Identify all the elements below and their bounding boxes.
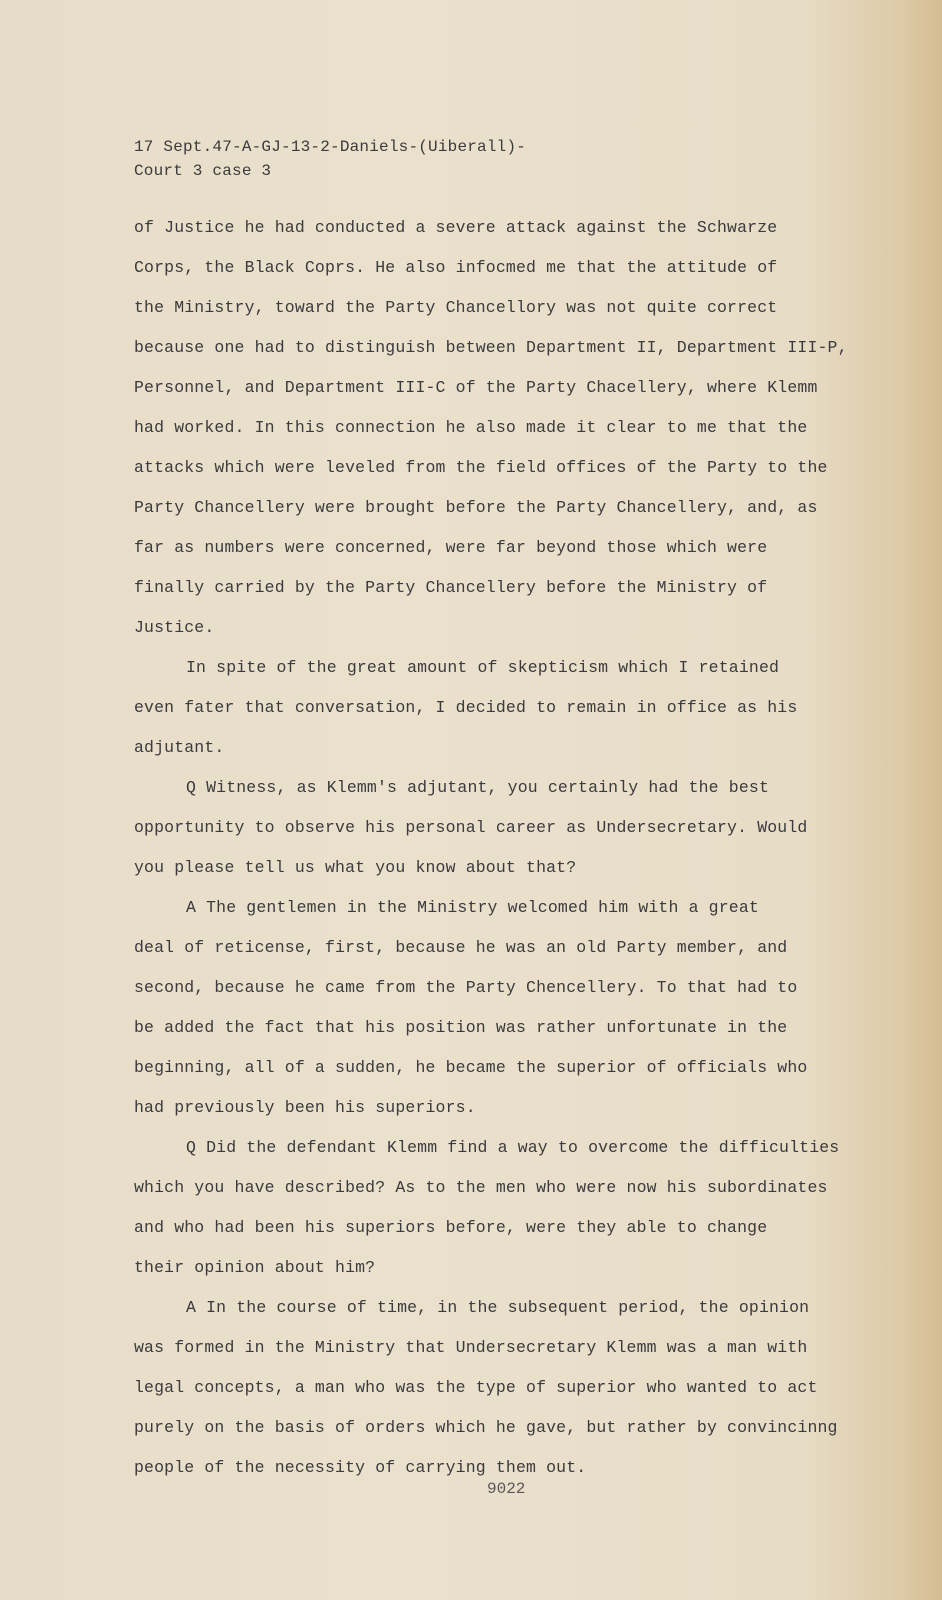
text-line: you please tell us what you know about that?: [134, 858, 577, 877]
text-line: legal concepts, a man who was the type of superior who wanted to act: [134, 1378, 818, 1397]
text-line: Justice.: [134, 618, 215, 637]
text-line: Q Witness, as Klemm's adjutant, you certainly had the best: [186, 778, 769, 797]
text-line: purely on the basis of orders which he gave, but rather by convincinng: [134, 1418, 838, 1437]
text-line: Party Chancellery were brought before the Party Chancellery, and, as: [134, 498, 818, 517]
text-line: deal of reticense, first, because he was an old Party member, and: [134, 938, 788, 957]
text-line: their opinion about him?: [134, 1258, 376, 1277]
text-line: opportunity to observe his personal career as Undersecretary. Would: [134, 818, 808, 837]
text-line: adjutant.: [134, 738, 225, 757]
text-line: attacks which were leveled from the field offices of the Party to the: [134, 458, 828, 477]
text-line: Personnel, and Department III-C of the Party Chacellery, where Klemm: [134, 378, 818, 397]
header-line-1: 17 Sept.47-A-GJ-13-2-Daniels-(Uiberall)-: [134, 138, 527, 156]
text-line: and who had been his superiors before, were they able to change: [134, 1218, 768, 1237]
text-line: the Ministry, toward the Party Chancellory was not quite correct: [134, 298, 778, 317]
text-line: even fater that conversation, I decided to remain in office as his: [134, 698, 798, 717]
text-line: Q Did the defendant Klemm find a way to overcome the difficulties: [186, 1138, 840, 1157]
text-line: A The gentlemen in the Ministry welcomed him with a great: [186, 898, 759, 917]
text-line: people of the necessity of carrying them out.: [134, 1458, 587, 1477]
text-line: had previously been his superiors.: [134, 1098, 476, 1117]
text-line: far as numbers were concerned, were far beyond those which were: [134, 538, 768, 557]
text-line: In spite of the great amount of skepticism which I retained: [186, 658, 780, 677]
page-number: 9022: [487, 1480, 526, 1498]
text-line: Corps, the Black Coprs. He also infocmed me that the attitude of: [134, 258, 778, 277]
text-line: which you have described? As to the men who were now his subordinates: [134, 1178, 828, 1197]
text-line: A In the course of time, in the subsequent period, the opinion: [186, 1298, 810, 1317]
text-line: of Justice he had conducted a severe attack against the Schwarze: [134, 218, 778, 237]
text-line: finally carried by the Party Chancellery before the Ministry of: [134, 578, 768, 597]
text-line: beginning, all of a sudden, he became the superior of officials who: [134, 1058, 808, 1077]
text-line: was formed in the Ministry that Undersecretary Klemm was a man with: [134, 1338, 808, 1357]
text-line: be added the fact that his position was rather unfortunate in the: [134, 1018, 788, 1037]
header-line-2: Court 3 case 3: [134, 162, 272, 180]
text-line: because one had to distinguish between Department II, Department III-P,: [134, 338, 848, 357]
text-line: second, because he came from the Party Chencellery. To that had to: [134, 978, 798, 997]
text-line: had worked. In this connection he also made it clear to me that the: [134, 418, 808, 437]
